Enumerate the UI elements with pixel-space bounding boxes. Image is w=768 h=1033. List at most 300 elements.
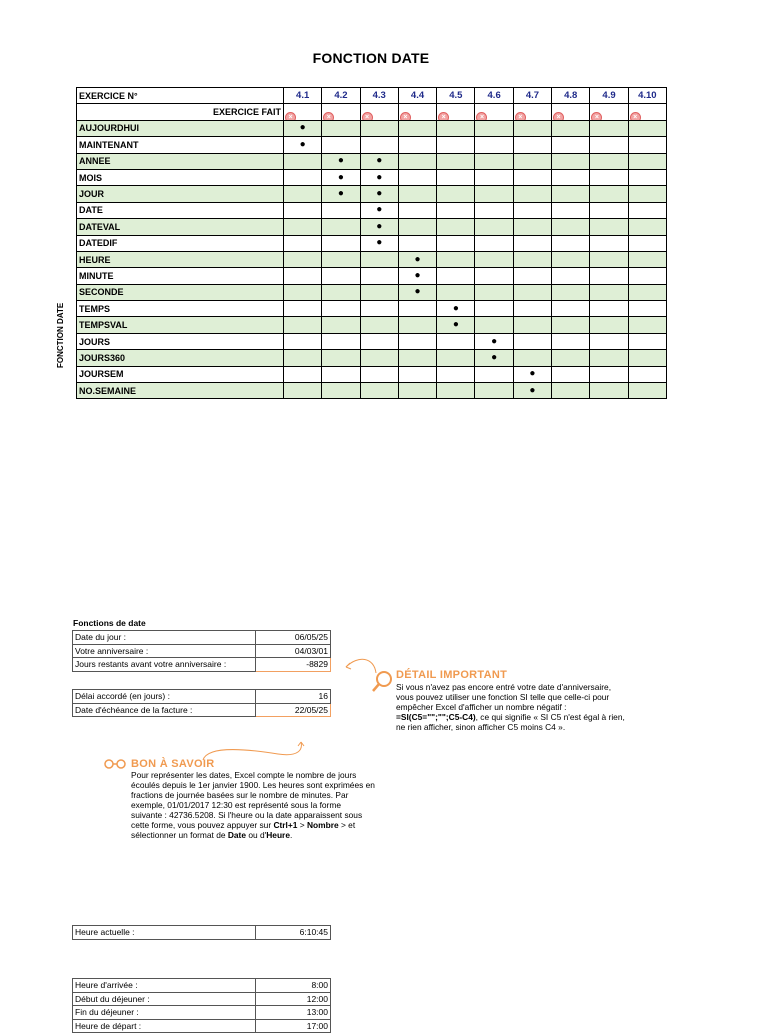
bullet-icon: ● [376,220,383,232]
function-name[interactable]: MOIS [77,169,284,185]
grid-cell[interactable] [552,383,590,399]
function-row [77,268,667,284]
grid-cell[interactable] [475,301,513,317]
grid-cell[interactable] [513,383,551,399]
function-name[interactable]: SECONDE [77,284,284,300]
grid-cell[interactable] [552,268,590,284]
gtk-line: Pour représenter les dates, Excel compte le nombre de jours [131,770,357,780]
done-cell[interactable] [398,104,436,120]
grid-cell[interactable] [284,120,322,136]
grid-cell[interactable] [360,153,398,169]
bullet-icon: ● [376,155,383,167]
grid-cell[interactable] [284,366,322,382]
grid-cell[interactable] [398,284,436,300]
function-row [77,350,667,366]
grid-cell[interactable] [360,333,398,349]
cell-label[interactable]: Date du jour : [73,631,256,645]
exercise-number: 4.6 [475,88,513,104]
function-name[interactable]: JOUR [77,186,284,202]
function-row [77,137,667,153]
not-done-icon: × [630,112,641,120]
exercise-grid [76,87,667,399]
grid-cell[interactable] [513,284,551,300]
table-row [73,631,331,645]
grid-cell[interactable] [398,301,436,317]
function-row [77,186,667,202]
grid-cell[interactable] [628,137,666,153]
grid-cell[interactable] [552,219,590,235]
grid-cell[interactable] [590,333,628,349]
grid-cell[interactable] [628,268,666,284]
table-row [73,703,331,717]
grid-cell[interactable] [513,366,551,382]
function-name[interactable]: DATEDIF [77,235,284,251]
grid-cell[interactable] [628,317,666,333]
grid-cell[interactable] [590,219,628,235]
grid-cell[interactable] [322,186,360,202]
grid-cell[interactable] [284,350,322,366]
function-row [77,153,667,169]
grid-cell[interactable] [398,202,436,218]
gtk-line: écoulés depuis le 1er janvier 1900. Les heures sont exprimées en [131,780,375,790]
grid-header-row [77,88,667,104]
grid-cell[interactable] [322,317,360,333]
gtk-text: cette forme, vous pouvez appuyer sur [131,820,274,830]
grid-cell[interactable] [475,317,513,333]
cell-value[interactable]: 04/03/01 [256,644,331,658]
grid-cell[interactable] [552,301,590,317]
grid-cell[interactable] [628,301,666,317]
grid-cell[interactable] [513,202,551,218]
grid-cell[interactable] [628,202,666,218]
grid-cell[interactable] [552,333,590,349]
grid-cell[interactable] [628,219,666,235]
important-body [396,682,656,732]
grid-cell[interactable] [437,202,475,218]
grid-cell[interactable] [590,169,628,185]
table-row [73,644,331,658]
grid-cell[interactable] [475,169,513,185]
bullet-icon: ● [376,171,383,183]
grid-cell[interactable] [284,333,322,349]
grid-cell[interactable] [552,202,590,218]
grid-cell[interactable] [360,317,398,333]
grid-cell[interactable] [437,251,475,267]
grid-cell[interactable] [322,169,360,185]
gtk-text: . [289,830,293,840]
grid-cell[interactable] [513,219,551,235]
cell-label[interactable]: Date d'échéance de la facture : [73,703,256,717]
grid-cell[interactable] [590,251,628,267]
grid-cell[interactable] [360,383,398,399]
grid-cell[interactable] [475,251,513,267]
cell-value[interactable]: 13:00 [256,1006,331,1020]
grid-cell[interactable] [360,169,398,185]
exercise-number: 4.8 [552,88,590,104]
gtk-line: suivante : 42736.5208. Si l'heure ou la date apparaissent sous [131,810,363,820]
done-cell[interactable] [360,104,398,120]
grid-cell[interactable] [628,383,666,399]
function-row [77,169,667,185]
grid-cell[interactable] [437,235,475,251]
done-cell[interactable] [552,104,590,120]
function-name[interactable]: MINUTE [77,268,284,284]
grid-cell[interactable] [360,268,398,284]
grid-cell[interactable] [437,169,475,185]
grid-cell[interactable] [513,235,551,251]
gtk-key: Ctrl+1 [273,820,298,830]
grid-cell[interactable] [590,366,628,382]
function-name[interactable]: JOURS [77,333,284,349]
grid-cell[interactable] [552,120,590,136]
grid-cell[interactable] [322,120,360,136]
grid-cell[interactable] [360,186,398,202]
important-text: , ce qui signifie « SI C5 n'est égal à rien, [475,712,625,722]
bullet-icon: ● [491,335,498,347]
function-row [77,235,667,251]
page-title: FONCTION DATE [312,50,430,66]
grid-cell[interactable] [360,202,398,218]
grid-cell[interactable] [437,284,475,300]
grid-cell[interactable] [590,120,628,136]
grid-cell[interactable] [322,137,360,153]
grid-cell[interactable] [628,235,666,251]
grid-cell[interactable] [398,219,436,235]
gtk-key: Heure [266,830,290,840]
grid-cell[interactable] [398,251,436,267]
grid-cell[interactable] [398,235,436,251]
grid-cell[interactable] [552,350,590,366]
done-cell[interactable] [475,104,513,120]
grid-cell[interactable] [513,317,551,333]
grid-cell[interactable] [360,219,398,235]
grid-cell[interactable] [398,383,436,399]
grid-cell[interactable] [475,219,513,235]
grid-cell[interactable] [284,251,322,267]
grid-cell[interactable] [437,383,475,399]
grid-cell[interactable] [284,284,322,300]
exercise-number: 4.2 [322,88,360,104]
grid-cell[interactable] [552,137,590,153]
gtk-text: ou d' [246,830,267,840]
gtk-text: > et [338,820,356,830]
grid-cell[interactable] [398,333,436,349]
formula: =SI(C5="";"";C5-C4) [396,712,476,722]
grid-cell[interactable] [360,251,398,267]
function-name[interactable]: TEMPS [77,301,284,317]
function-name[interactable]: JOURS360 [77,350,284,366]
grid-cell[interactable] [398,366,436,382]
grid-cell[interactable] [284,186,322,202]
grid-cell[interactable] [284,268,322,284]
not-done-icon: × [591,112,602,120]
grid-cell[interactable] [284,169,322,185]
bullet-icon: ● [491,351,498,363]
grid-cell[interactable] [437,186,475,202]
cell-value[interactable]: 22/05/25 [256,703,331,717]
function-row [77,366,667,382]
cell-value[interactable]: 06/05/25 [256,631,331,645]
grid-cell[interactable] [360,137,398,153]
done-cell[interactable] [513,104,551,120]
grid-cell[interactable] [322,333,360,349]
grid-cell[interactable] [513,268,551,284]
grid-cell[interactable] [284,235,322,251]
grid-cell[interactable] [590,317,628,333]
grid-cell[interactable] [513,186,551,202]
important-line: empêcher Excel d'afficher un nombre négatif : [396,702,567,712]
gtk-line [131,820,411,830]
grid-cell[interactable] [284,383,322,399]
grid-cell[interactable] [513,350,551,366]
grid-cell[interactable] [437,301,475,317]
grid-cell[interactable] [284,137,322,153]
grid-cell[interactable] [475,120,513,136]
cell-label[interactable]: Jours restants avant votre anniversaire : [73,658,256,672]
good-to-know-body [131,770,411,840]
cell-value[interactable]: -8829 [256,658,331,672]
cell-value[interactable]: 17:00 [256,1019,331,1033]
date-table-2 [72,689,331,717]
grid-cell[interactable] [628,169,666,185]
grid-cell[interactable] [513,120,551,136]
grid-cell[interactable] [628,251,666,267]
function-name[interactable]: DATE [77,202,284,218]
function-row [77,251,667,267]
function-name[interactable]: ANNEE [77,153,284,169]
cell-label[interactable]: Début du déjeuner : [73,992,256,1006]
grid-cell[interactable] [628,284,666,300]
grid-cell[interactable] [475,284,513,300]
cell-value[interactable]: 12:00 [256,992,331,1006]
grid-cell[interactable] [437,153,475,169]
grid-cell[interactable] [513,137,551,153]
grid-cell[interactable] [475,333,513,349]
grid-cell[interactable] [360,366,398,382]
grid-cell[interactable] [322,235,360,251]
done-cell[interactable] [590,104,628,120]
grid-done-row [77,104,667,120]
grid-cell[interactable] [437,219,475,235]
not-done-icon: × [285,112,296,120]
important-line [396,712,656,722]
table-row [73,658,331,672]
exercise-done-label: EXERCICE FAIT [77,104,284,120]
grid-cell[interactable] [628,186,666,202]
function-row [77,301,667,317]
grid-cell[interactable] [475,235,513,251]
done-cell[interactable] [628,104,666,120]
table-row [73,992,331,1006]
grid-cell[interactable] [475,366,513,382]
grid-cell[interactable] [552,284,590,300]
grid-cell[interactable] [322,301,360,317]
grid-cell[interactable] [590,301,628,317]
function-name[interactable]: TEMPSVAL [77,317,284,333]
bullet-icon: ● [414,286,421,298]
not-done-icon: × [400,112,411,120]
grid-cell[interactable] [322,268,360,284]
bullet-icon: ● [337,188,344,200]
grid-cell[interactable] [360,120,398,136]
grid-cell[interactable] [590,202,628,218]
grid-cell[interactable] [590,268,628,284]
grid-cell[interactable] [284,317,322,333]
grid-cell[interactable] [437,268,475,284]
grid-cell[interactable] [590,284,628,300]
bullet-icon: ● [376,188,383,200]
grid-cell[interactable] [628,350,666,366]
grid-cell[interactable] [360,350,398,366]
function-name[interactable]: DATEVAL [77,219,284,235]
cell-value[interactable]: 8:00 [256,979,331,993]
grid-cell[interactable] [552,186,590,202]
function-row [77,333,667,349]
grid-cell[interactable] [628,366,666,382]
grid-cell[interactable] [628,333,666,349]
bullet-icon: ● [452,302,459,314]
important-line: Si vous n'avez pas encore entré votre date d'anniversaire, [396,682,612,692]
table-row [73,1006,331,1020]
grid-cell[interactable] [398,120,436,136]
grid-cell[interactable] [552,366,590,382]
grid-cell[interactable] [475,202,513,218]
bullet-icon: ● [529,384,536,396]
grid-cell[interactable] [475,186,513,202]
gtk-line: fractions de journée basées sur le nombre de minutes. Par [131,790,349,800]
grid-cell[interactable] [513,169,551,185]
function-name[interactable]: HEURE [77,251,284,267]
grid-cell[interactable] [360,235,398,251]
function-name[interactable]: NO.SEMAINE [77,383,284,399]
function-name[interactable]: MAINTENANT [77,137,284,153]
exercise-number: 4.5 [437,88,475,104]
grid-cell[interactable] [437,366,475,382]
grid-cell[interactable] [628,153,666,169]
grid-cell[interactable] [398,350,436,366]
bullet-icon: ● [376,204,383,216]
grid-cell[interactable] [398,137,436,153]
exercise-number: 4.4 [398,88,436,104]
grid-cell[interactable] [475,268,513,284]
date-table-1 [72,630,331,672]
grid-cell[interactable] [322,202,360,218]
grid-cell[interactable] [437,317,475,333]
grid-cell[interactable] [322,219,360,235]
grid-cell[interactable] [398,317,436,333]
exercise-header-label: EXERCICE N° [77,88,284,104]
grid-cell[interactable] [590,350,628,366]
grid-cell[interactable] [513,301,551,317]
grid-cell[interactable] [398,153,436,169]
done-cell[interactable] [437,104,475,120]
grid-cell[interactable] [322,153,360,169]
grid-cell[interactable] [552,317,590,333]
grid-cell[interactable] [513,153,551,169]
grid-cell[interactable] [437,120,475,136]
grid-cell[interactable] [360,301,398,317]
grid-cell[interactable] [322,383,360,399]
function-row [77,284,667,300]
grid-cell[interactable] [590,383,628,399]
grid-cell[interactable] [398,186,436,202]
grid-cell[interactable] [552,153,590,169]
grid-cell[interactable] [284,202,322,218]
exercise-number: 4.7 [513,88,551,104]
gtk-line: exemple, 01/01/2017 12:30 est représenté sous la forme [131,800,341,810]
grid-cell[interactable] [437,350,475,366]
gtk-key: Nombre [306,820,339,830]
grid-cell[interactable] [475,350,513,366]
grid-cell[interactable] [475,153,513,169]
cell-label[interactable]: Fin du déjeuner : [73,1006,256,1020]
exercise-number: 4.10 [628,88,666,104]
grid-cell[interactable] [513,333,551,349]
grid-cell[interactable] [475,137,513,153]
important-line: vous pouvez utiliser une fonction SI telle que celle-ci pour [396,692,610,702]
grid-cell[interactable] [398,169,436,185]
grid-cell[interactable] [590,235,628,251]
function-row [77,219,667,235]
bullet-icon: ● [337,171,344,183]
gtk-text: sélectionner un format de [131,830,228,840]
grid-cell[interactable] [322,350,360,366]
grid-cell[interactable] [360,284,398,300]
cell-label[interactable]: Heure actuelle : [73,926,256,940]
grid-cell[interactable] [552,251,590,267]
bullet-icon: ● [299,138,306,150]
cell-label[interactable]: Heure d'arrivée : [73,979,256,993]
grid-cell[interactable] [284,219,322,235]
grid-cell[interactable] [628,120,666,136]
gtk-line [131,830,411,840]
grid-cell[interactable] [590,186,628,202]
bullet-icon: ● [376,237,383,249]
done-cell[interactable] [284,104,322,120]
done-cell[interactable] [322,104,360,120]
grid-cell[interactable] [322,251,360,267]
cell-label[interactable]: Délai accordé (en jours) : [73,690,256,704]
important-title: DÉTAIL IMPORTANT [396,669,508,681]
grid-cell[interactable] [513,251,551,267]
cell-label[interactable]: Votre anniversaire : [73,644,256,658]
grid-cell[interactable] [437,137,475,153]
grid-cell[interactable] [475,383,513,399]
grid-cell[interactable] [590,153,628,169]
times-table [72,978,331,1033]
grid-cell[interactable] [284,153,322,169]
function-name[interactable]: AUJOURDHUI [77,120,284,136]
not-done-icon: × [438,112,449,120]
grid-cell[interactable] [552,235,590,251]
cell-value[interactable]: 16 [256,690,331,704]
not-done-icon: × [323,112,334,120]
function-row [77,317,667,333]
grid-cell[interactable] [322,366,360,382]
table-row [73,1019,331,1033]
grid-cell[interactable] [398,268,436,284]
grid-cell[interactable] [552,169,590,185]
grid-cell[interactable] [284,301,322,317]
cell-label[interactable]: Heure de départ : [73,1019,256,1033]
grid-cell[interactable] [590,137,628,153]
grid-cell[interactable] [322,284,360,300]
cell-value[interactable]: 6:10:45 [256,926,331,940]
function-name[interactable]: JOURSEM [77,366,284,382]
grid-cell[interactable] [437,333,475,349]
magnifier-icon [340,655,400,695]
exercise-number: 4.3 [360,88,398,104]
